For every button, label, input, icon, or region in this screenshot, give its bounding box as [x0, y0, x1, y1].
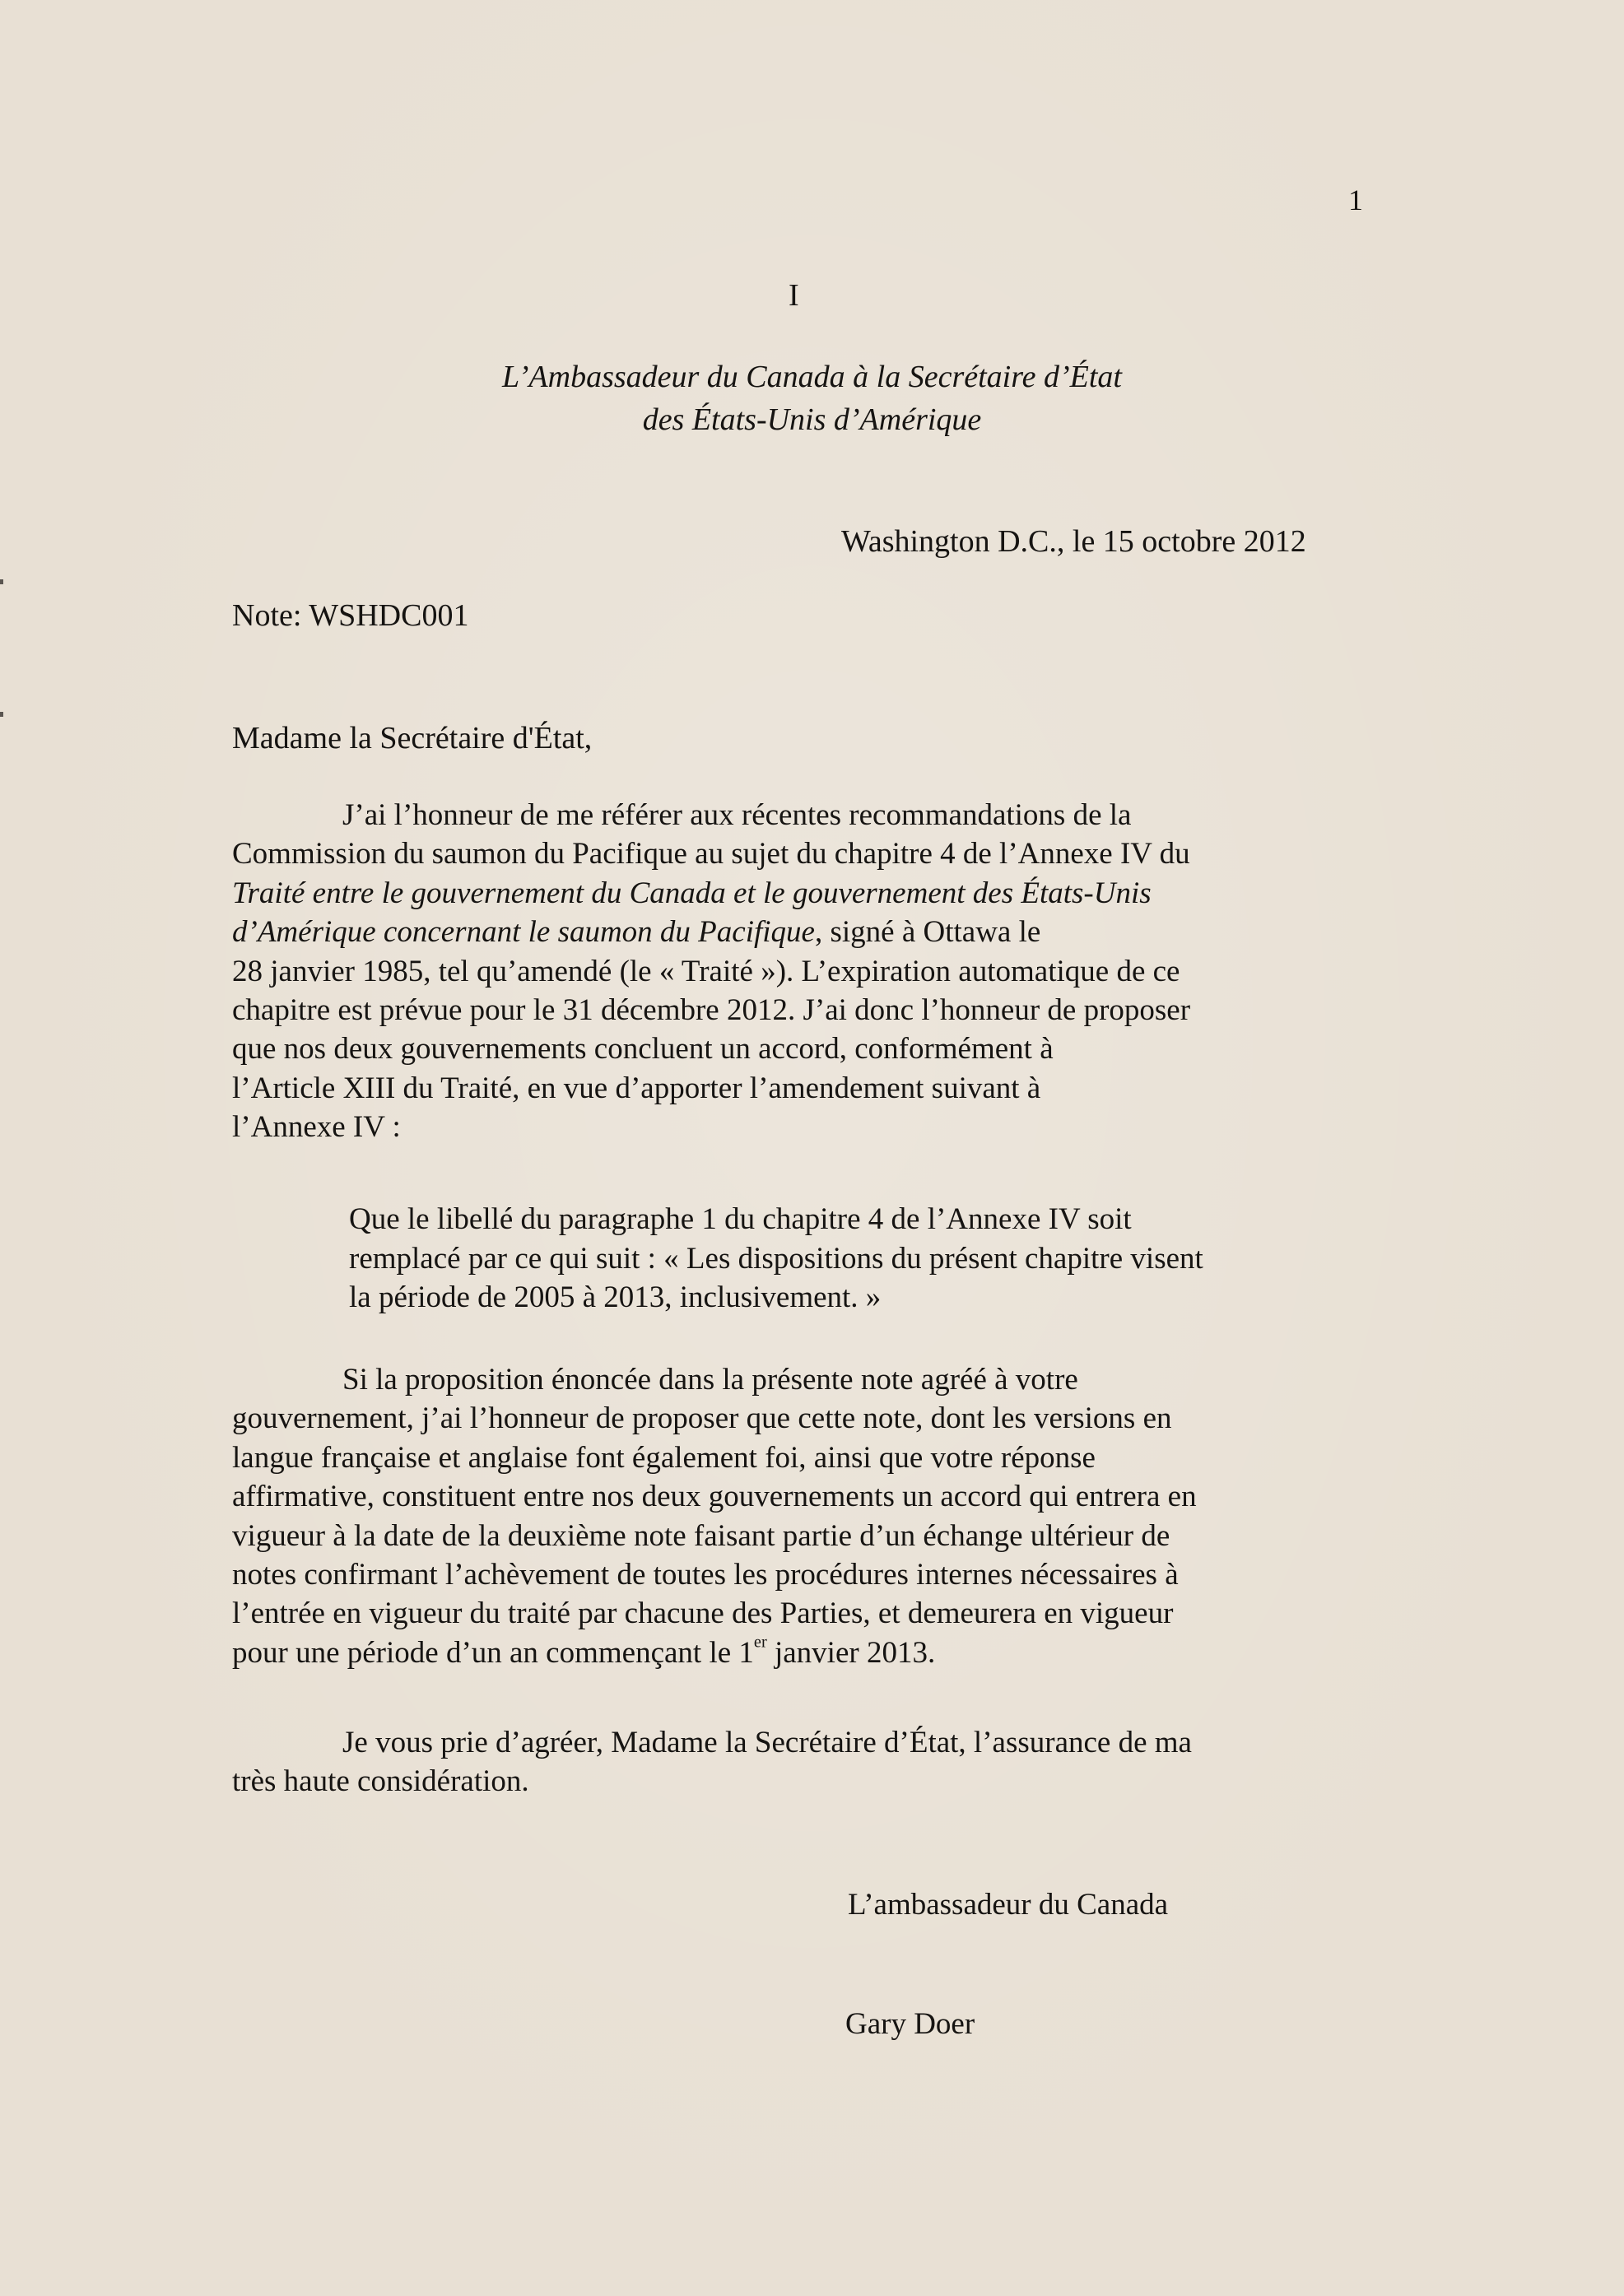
signature-title: L’ambassadeur du Canada — [848, 1888, 1169, 1922]
paragraph-line: affirmative, constituent entre nos deux gouvernements un accord qui entrera en — [232, 1480, 1197, 1514]
paragraph-line: Si la proposition énoncée dans la présente note agréé à votre — [342, 1363, 1078, 1397]
quoted-amendment — [349, 1200, 1370, 1318]
paragraph-text: janvier 2013. — [766, 1635, 936, 1670]
paragraph-line: l’Article XIII du Traité, en vue d’apporter l’amendement suivant à — [232, 1071, 1041, 1105]
treaty-title-italic: d’Amérique concernant le saumon du Pacifique — [232, 915, 815, 950]
paragraph-line: l’entrée en vigueur du traité par chacune des Parties, et demeurera en vigueur — [232, 1597, 1174, 1631]
paragraph-line: que nos deux gouvernements concluent un accord, conformément à — [232, 1032, 1054, 1067]
paragraph-line: J’ai l’honneur de me référer aux récentes recommandations de la — [342, 798, 1132, 832]
scan-edge-mark — [0, 579, 3, 584]
heading-line-1: L’Ambassadeur du Canada à la Secrétaire d’État — [502, 360, 1122, 394]
paragraph-line — [232, 874, 1368, 913]
paragraph-line: vigueur à la date de la deuxième note faisant partie d’un échange ultérieur de — [232, 1518, 1170, 1553]
closing-paragraph — [232, 1723, 1368, 1801]
note-reference: Note: WSHDC001 — [232, 598, 469, 633]
scan-edge-mark — [0, 712, 3, 717]
signature-name: Gary Doer — [845, 2007, 975, 2041]
salutation: Madame la Secrétaire d'État, — [232, 721, 593, 755]
treaty-title-italic: Traité entre le gouvernement du Canada et le gouvernement des États-Unis — [232, 876, 1152, 910]
paragraph-text: pour une période d’un an commençant le 1 — [232, 1635, 754, 1670]
paragraph-line: très haute considération. — [232, 1764, 529, 1799]
paragraph-line: l’Annexe IV : — [232, 1110, 401, 1145]
paragraph-text: , signé à Ottawa le — [814, 915, 1041, 950]
date-line: Washington D.C., le 15 octobre 2012 — [841, 524, 1306, 559]
paragraph-line: Commission du saumon du Pacifique au sujet du chapitre 4 de l’Annexe IV du — [232, 837, 1190, 871]
quote-line: la période de 2005 à 2013, inclusivement. » — [349, 1280, 882, 1314]
paragraph-line: Je vous prie d’agréer, Madame la Secrétaire d’État, l’assurance de ma — [342, 1726, 1192, 1759]
page-number: 1 — [1348, 184, 1363, 216]
paragraph-line: 28 janvier 1985, tel qu’amendé (le « Traité »). L’expiration automatique de ce — [232, 954, 1180, 988]
paragraph-2 — [232, 1360, 1368, 1672]
quote-line: Que le libellé du paragraphe 1 du chapitre 4 de l’Annexe IV soit — [349, 1202, 1132, 1236]
paragraph-line — [232, 1634, 1368, 1672]
paragraph-1 — [232, 796, 1368, 1147]
ordinal-superscript: er — [753, 1633, 767, 1652]
paragraph-line — [232, 913, 1368, 951]
quote-line: remplacé par ce qui suit : « Les dispositions du présent chapitre visent — [349, 1241, 1203, 1276]
heading-line-2: des États-Unis d’Amérique — [642, 402, 982, 437]
paragraph-line: langue française et anglaise font également foi, ainsi que votre réponse — [232, 1440, 1096, 1475]
paragraph-line: gouvernement, j’ai l’honneur de proposer que cette note, dont les versions en — [232, 1401, 1172, 1436]
paragraph-line: notes confirmant l’achèvement de toutes les procédures internes nécessaires à — [232, 1558, 1179, 1592]
section-numeral: I — [789, 278, 799, 313]
paragraph-line: chapitre est prévue pour le 31 décembre 2012. J’ai donc l’honneur de proposer — [232, 993, 1191, 1028]
